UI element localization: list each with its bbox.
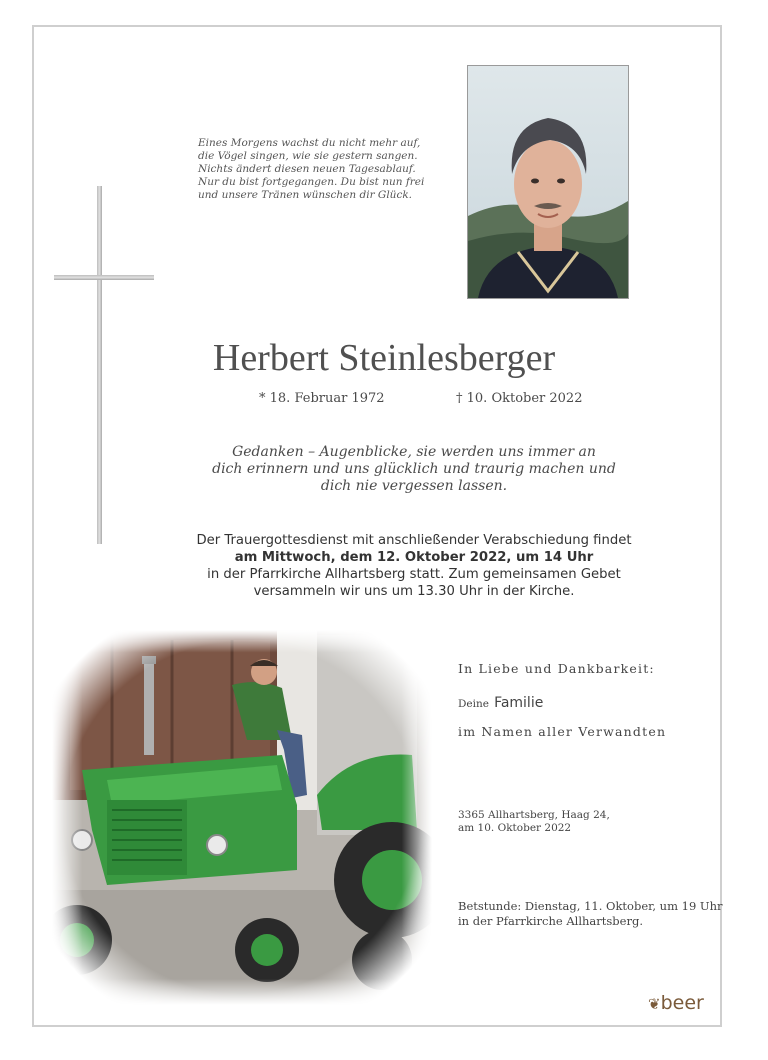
service-date: am Mittwoch, dem 12. Oktober 2022, um 14 Uhr [234, 550, 594, 565]
mourners-deine: Deine [458, 698, 489, 710]
memorial-quote [200, 444, 628, 495]
funeral-service-info [190, 532, 638, 600]
death-date: † 10. Oktober 2022 [456, 391, 583, 406]
mourners-family [458, 692, 543, 711]
mourners-intro: In Liebe und Dankbarkeit: [458, 661, 655, 676]
poem-line: die Vögel singen, wie sie gestern sangen. [198, 150, 418, 162]
tractor-photo [52, 630, 432, 1005]
leaf-icon: ❦ [648, 995, 661, 1013]
quote-line: Gedanken – Augenblicke, sie werden uns immer an [232, 444, 596, 460]
prayer-line: Betstunde: Dienstag, 11. Oktober, um 19 Uhr [458, 899, 723, 913]
logo-text: beer [660, 992, 704, 1014]
portrait-photo [467, 65, 629, 299]
service-line: in der Pfarrkirche Allhartsberg statt. Zum gemeinsamen Gebet [207, 567, 621, 582]
prayer-line: in der Pfarrkirche Allhartsberg. [458, 914, 643, 928]
service-line: Der Trauergottesdienst mit anschließender Verabschiedung findet [196, 533, 632, 548]
address [458, 809, 610, 835]
prayer-info [458, 899, 723, 929]
poem-line: Nur du bist fortgegangen. Du bist nun frei [198, 176, 425, 188]
deceased-name: Herbert Steinlesberger [212, 337, 556, 379]
birth-date: * 18. Februar 1972 [259, 391, 385, 406]
poem-line: Eines Morgens wachst du nicht mehr auf, [198, 137, 421, 149]
poem-line: Nichts ändert diesen neuen Tagesablauf. [198, 163, 416, 175]
poem [198, 137, 428, 202]
address-line: am 10. Oktober 2022 [458, 822, 572, 834]
mourners-relatives: im Namen aller Verwandten [458, 724, 667, 739]
mourners-familie: Familie [494, 695, 544, 711]
address-line: 3365 Allhartsberg, Haag 24, [458, 809, 610, 821]
service-line: versammeln wir uns um 13.30 Uhr in der Kirche. [253, 584, 575, 599]
beer-logo [648, 992, 704, 1014]
poem-line: und unsere Tränen wünschen dir Glück. [198, 189, 413, 201]
quote-line: dich erinnern und uns glücklich und traurig machen und [212, 461, 616, 477]
quote-line: dich nie vergessen lassen. [320, 478, 508, 494]
